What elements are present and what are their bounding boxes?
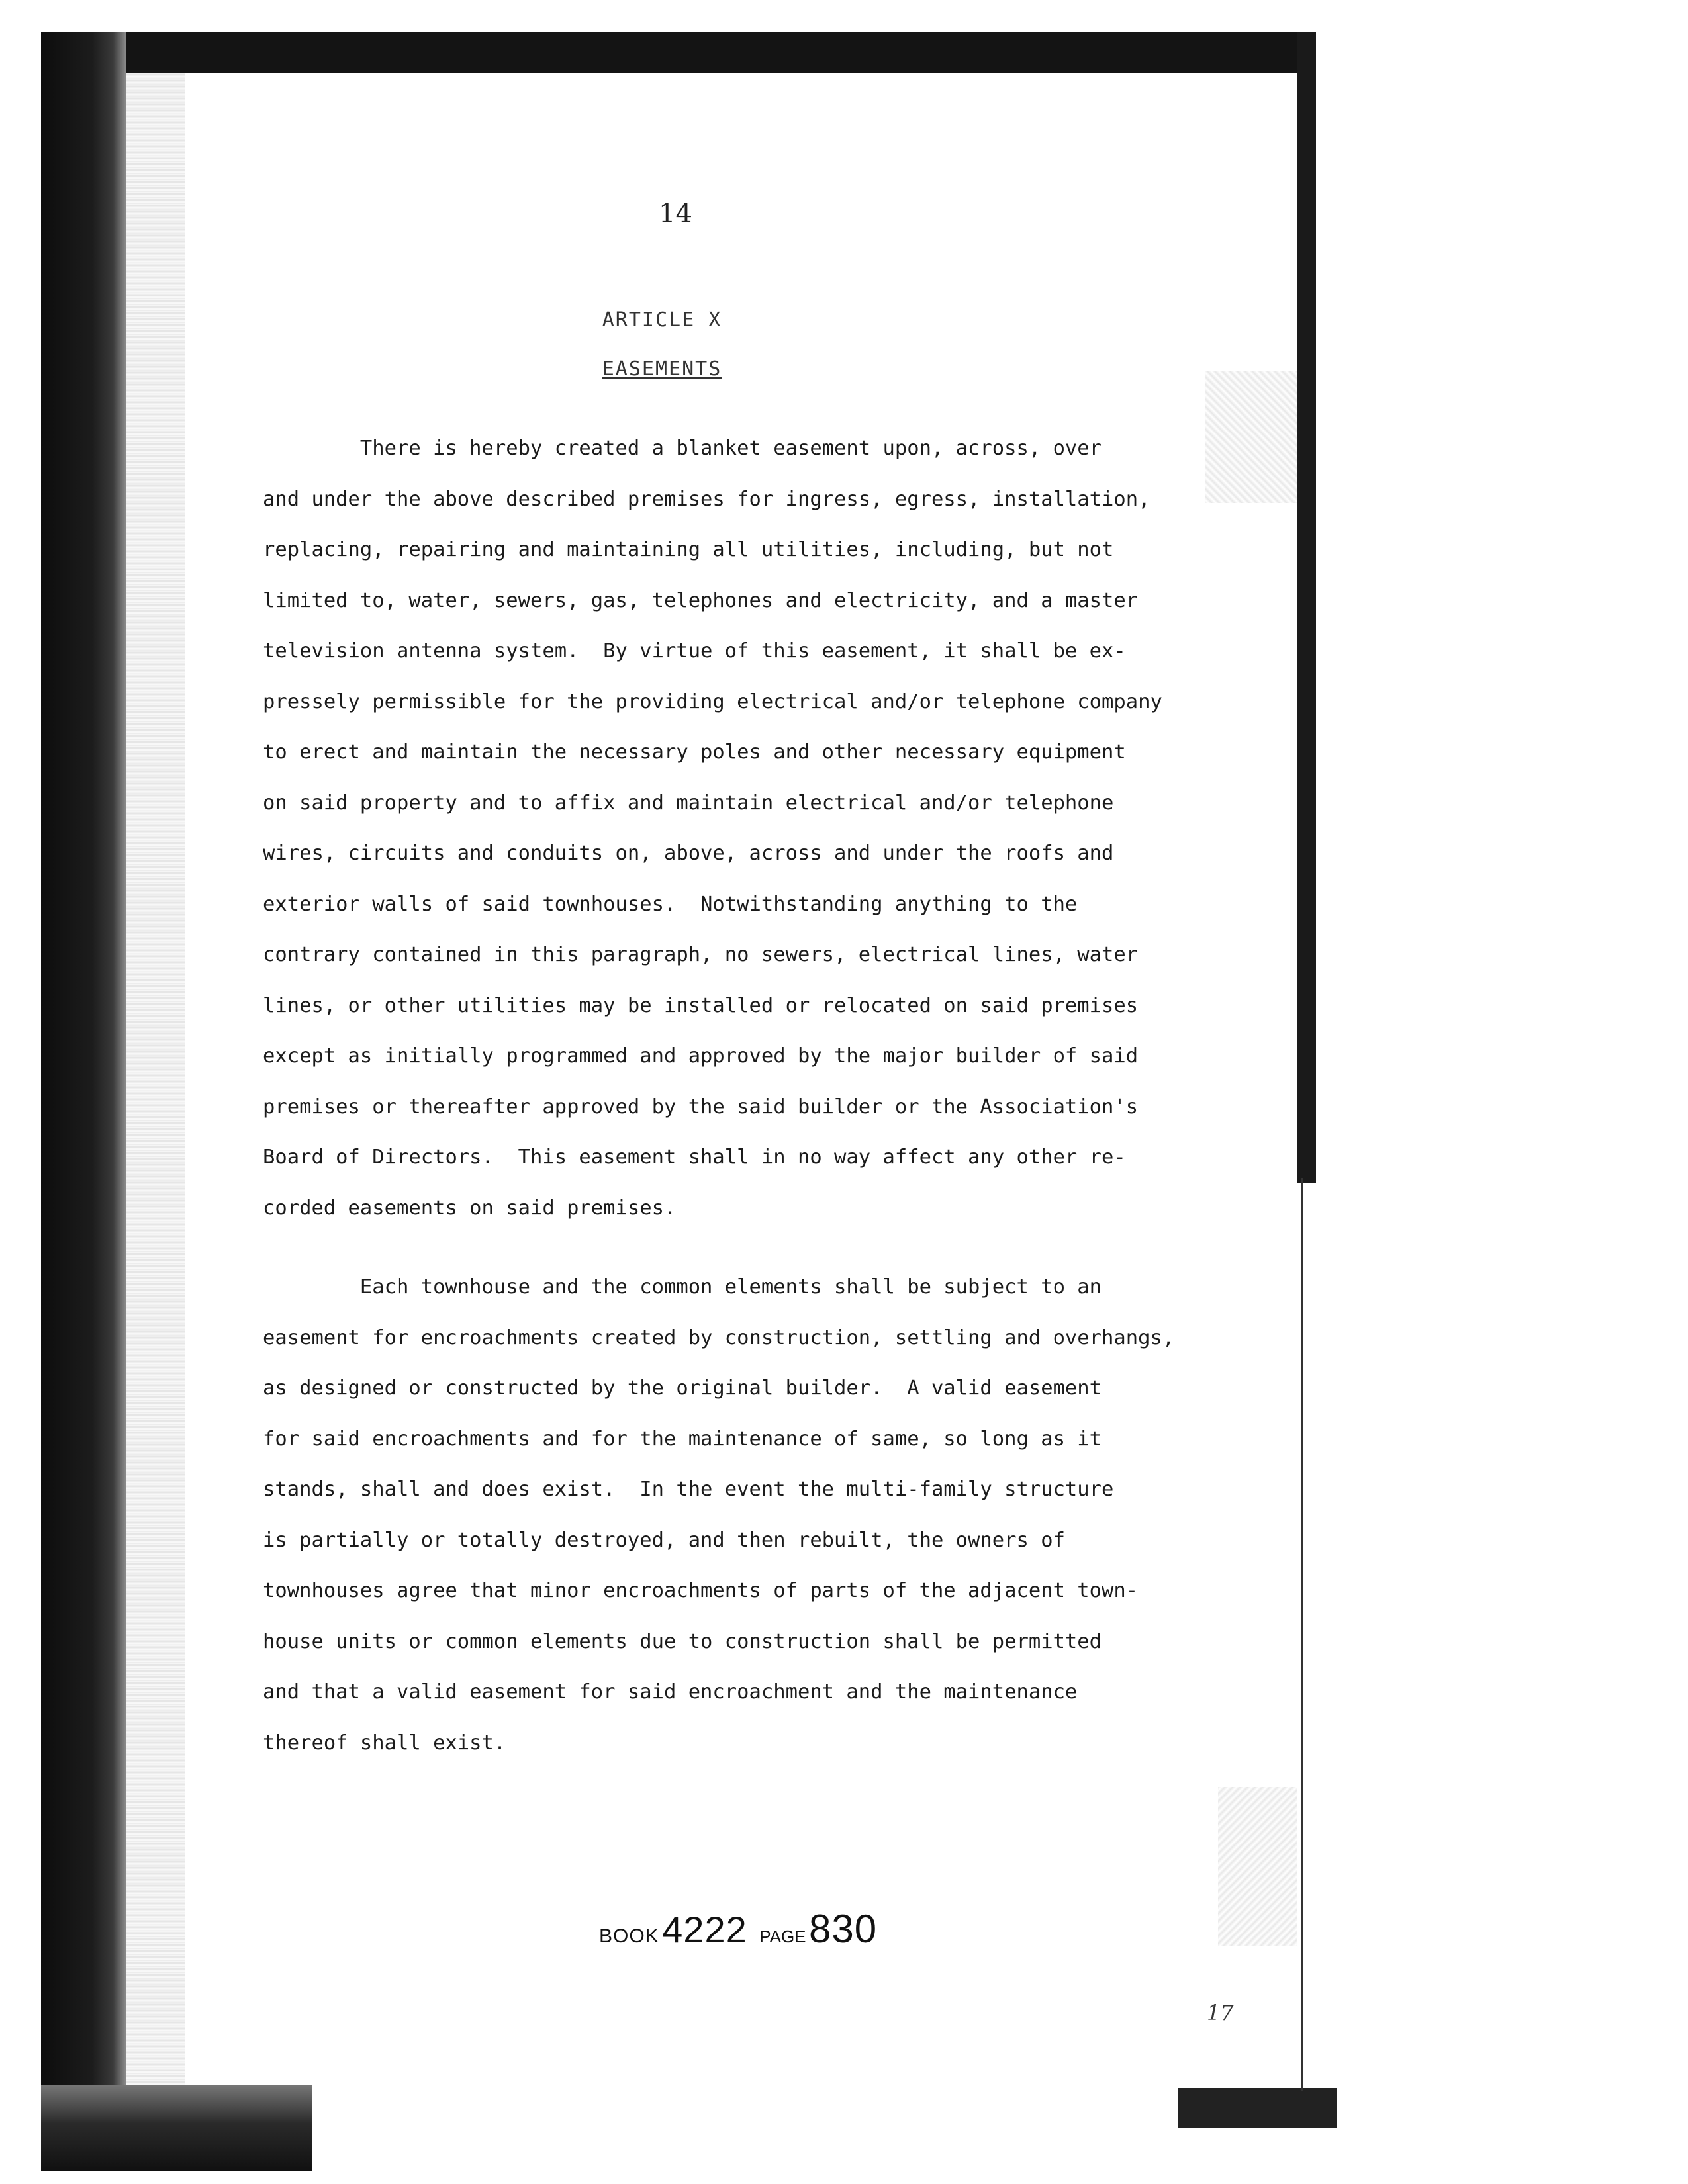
scan-edge-line [1301,1178,1303,2091]
text-line: lines, or other utilities may be installed or relocated on said premises [263,993,1139,1017]
text-line: and that a valid easement for said encroachment and the maintenance [263,1680,1078,1704]
text-line: wires, circuits and conduits on, above, across and under the roofs and [263,842,1114,865]
text-line: television antenna system. By virtue of this easement, it shall be ex- [263,639,1126,662]
book-page-stamp [599,1906,877,1952]
text-line: thereof shall exist. [263,1731,506,1754]
scan-noise-right [1205,371,1297,503]
page-number-stamp: 830 [808,1907,878,1951]
text-line: and under the above described premises for ingress, egress, installation, [263,487,1150,511]
scan-noise-left [126,73,185,2158]
text-line: Each townhouse and the common elements shall be subject to an [263,1275,1102,1298]
scan-border-bottom-right [1178,2088,1337,2128]
book-label: BOOK [599,1925,659,1947]
text-line: contrary contained in this paragraph, no sewers, electrical lines, water [263,943,1139,966]
scan-border-top [41,32,1315,73]
paragraph-utilities-easement [263,424,1162,1234]
text-line: There is hereby created a blanket easement upon, across, over [263,437,1102,460]
text-line: corded easements on said premises. [263,1196,677,1220]
text-line: house units or common elements due to construction shall be permitted [263,1629,1102,1653]
text-line: is partially or totally destroyed, and then rebuilt, the owners of [263,1528,1065,1552]
text-line: replacing, repairing and maintaining all utilities, including, but not [263,538,1114,561]
text-line: exterior walls of said townhouses. Notwithstanding anything to the [263,892,1078,916]
section-heading: EASEMENTS [602,357,722,381]
text-line: pressely permissible for the providing electrical and/or telephone company [263,690,1162,713]
paragraph-encroachments-easement [263,1262,1174,1768]
text-line: Board of Directors. This easement shall in no way affect any other re- [263,1146,1126,1169]
text-line: except as initially programmed and approved by the major builder of said [263,1044,1139,1068]
text-line: to erect and maintain the necessary poles and other necessary equipment [263,741,1126,764]
page-number: 14 [659,199,692,229]
text-line: premises or thereafter approved by the said builder or the Association's [263,1095,1139,1118]
corner-page-mark: 17 [1207,2000,1234,2025]
text-line: as designed or constructed by the original builder. A valid easement [263,1377,1102,1400]
book-number: 4222 [662,1909,747,1950]
text-line: limited to, water, sewers, gas, telephones and electricity, and a master [263,588,1139,612]
scan-noise-right-low [1218,1787,1297,1946]
scan-border-right [1297,32,1316,1183]
page-label: PAGE [759,1927,806,1946]
text-line: for said encroachments and for the maintenance of same, so long as it [263,1427,1102,1451]
text-line: townhouses agree that minor encroachments of parts of the adjacent town- [263,1579,1139,1602]
scan-border-left [41,32,126,2171]
article-heading: ARTICLE X [602,308,722,332]
text-line: stands, shall and does exist. In the event the multi-family structure [263,1478,1114,1501]
text-line: easement for encroachments created by construction, settling and overhangs, [263,1326,1175,1349]
text-line: on said property and to affix and maintain electrical and/or telephone [263,791,1114,815]
scan-border-bottom-left [41,2085,312,2171]
